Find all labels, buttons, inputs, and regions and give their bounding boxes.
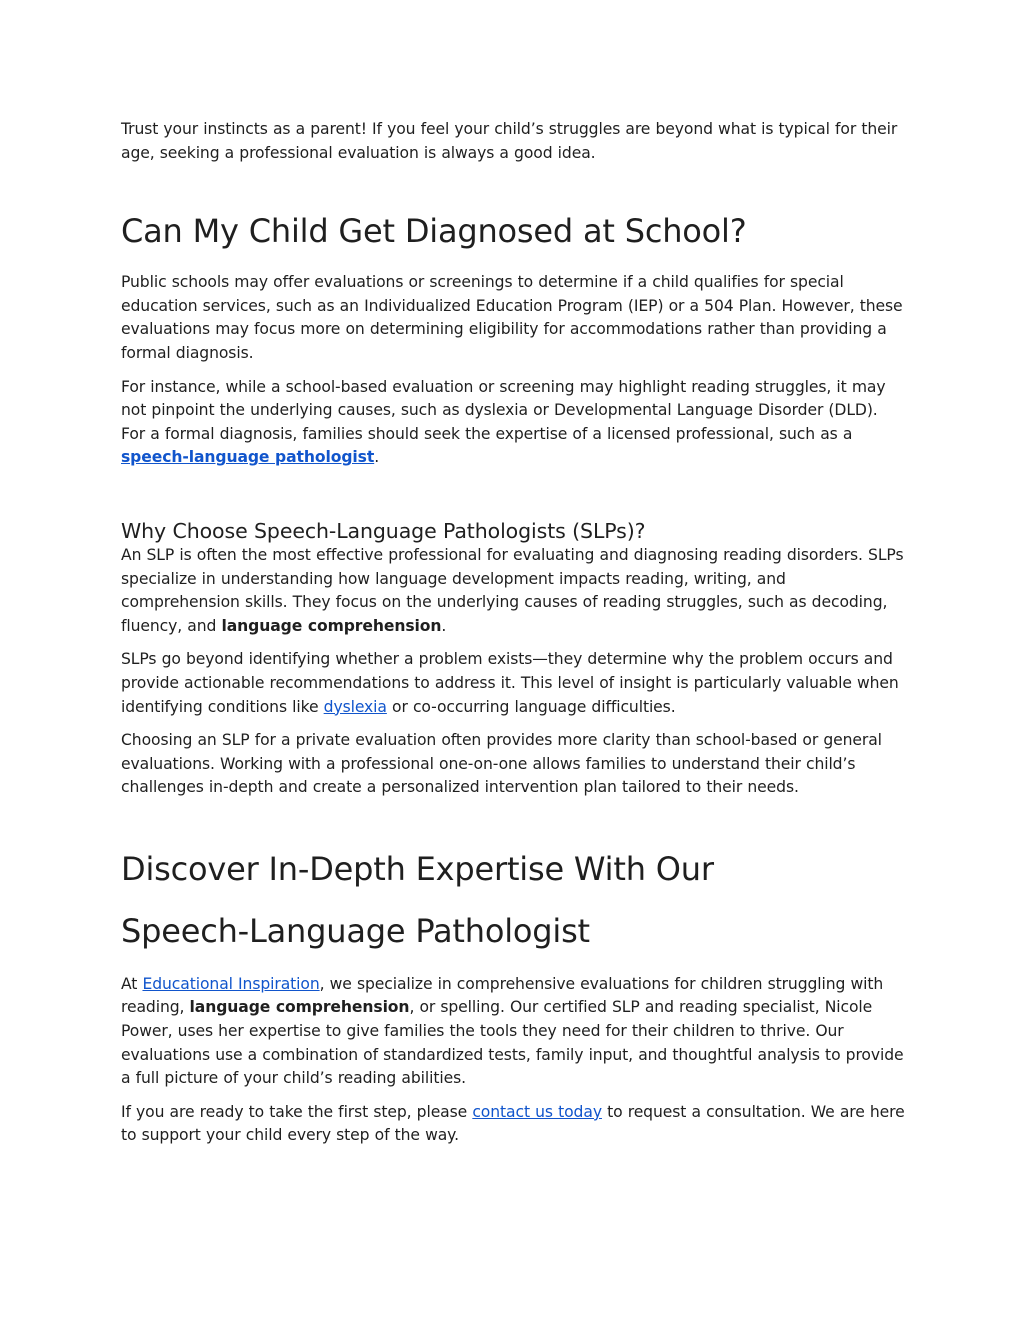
language-comprehension-bold: language comprehension (221, 616, 442, 635)
slp-paragraph-1-end: . (441, 616, 447, 635)
slp-paragraph-2-end: or co-occurring language difficulties. (386, 697, 676, 716)
why-choose-slp-section (121, 544, 906, 800)
contact-us-today-link[interactable]: contact us today (472, 1102, 602, 1121)
discover-paragraph-2-end: to request a consultation. We are here to support your child every step of the way. (121, 1102, 905, 1145)
discover-heading-line-2: Speech-Language Pathologist (121, 911, 590, 950)
slp-paragraph-3: Choosing an SLP for a private evaluation often provides more clarity than school-based or general evaluations. Working with a professional one-on-one allows families to understand their child’s challenges in-depth and create a personalized intervention plan tailored to their needs. (121, 731, 882, 797)
school-paragraph-2-end: . (374, 448, 380, 467)
dyslexia-link[interactable]: dyslexia (323, 697, 387, 716)
school-diagnosis-section (121, 271, 906, 470)
document-body (121, 118, 906, 1148)
slp-paragraph-1-text: An SLP is often the most effective professional for evaluating and diagnosing reading disorders. SLPs specialize in understanding how language development impacts reading, writing, and comprehension skills. They focus on the underlying causes of reading struggles, such as decoding, fluency, and (121, 545, 904, 635)
discover-paragraph-2 (121, 1101, 906, 1148)
slp-paragraph-2 (121, 648, 906, 719)
school-paragraph-1: Public schools may offer evaluations or screenings to determine if a child qualifies for special education services, such as an Individualized Education Program (IEP) or a 504 Plan. However, these evaluations may focus more on determining eligibility for accommodations rather than providing a formal diagnosis. (121, 273, 903, 362)
school-diagnosis-heading: Can My Child Get Diagnosed at School? (121, 212, 747, 251)
intro-paragraph: Trust your instincts as a parent! If you feel your child’s struggles are beyond what is typical for their age, seeking a professional evaluation is always a good idea. (121, 120, 898, 162)
discover-expertise-heading (121, 838, 906, 962)
discover-paragraph-1-end: , or spelling. Our certified SLP and reading specialist, Nicole Power, uses her expertise to give families the tools they need for their children to thrive. Our evaluations use a combination of standardized tests, family input, and thoughtful analysis to provide a full picture of your child’s reading abilities. (121, 998, 904, 1088)
discover-heading-line-1: Discover In-Depth Expertise With Our (121, 849, 714, 888)
speech-language-pathologist-link[interactable]: speech-language pathologist (121, 448, 375, 467)
discover-paragraph-2-text: If you are ready to take the first step, please (121, 1102, 473, 1121)
discover-paragraph-1 (121, 973, 906, 1091)
discover-paragraph-1-text: , we specialize in comprehensive evaluations for children struggling with reading, (121, 974, 884, 1017)
educational-inspiration-link[interactable]: Educational Inspiration (142, 974, 320, 993)
school-paragraph-2 (121, 376, 906, 470)
language-comprehension-bold-2: language comprehension (189, 998, 410, 1017)
school-paragraph-2-text: For instance, while a school-based evaluation or screening may highlight reading struggles, it may not pinpoint the underlying causes, such as dyslexia or Developmental Language Disorder (DLD). For a formal diagnosis, families should seek the expertise of a licensed professional, such as a (121, 377, 886, 443)
discover-expertise-section (121, 973, 906, 1148)
discover-paragraph-1-start: At (121, 974, 143, 993)
why-choose-slp-heading: Why Choose Speech-Language Pathologists (SLPs)? (121, 518, 646, 543)
slp-paragraph-2-text: SLPs go beyond identifying whether a problem exists—they determine why the problem occurs and provide actionable recommendations to address it. This level of insight is particularly valuable when identifying conditions like (121, 650, 899, 716)
slp-paragraph-1 (121, 544, 906, 638)
